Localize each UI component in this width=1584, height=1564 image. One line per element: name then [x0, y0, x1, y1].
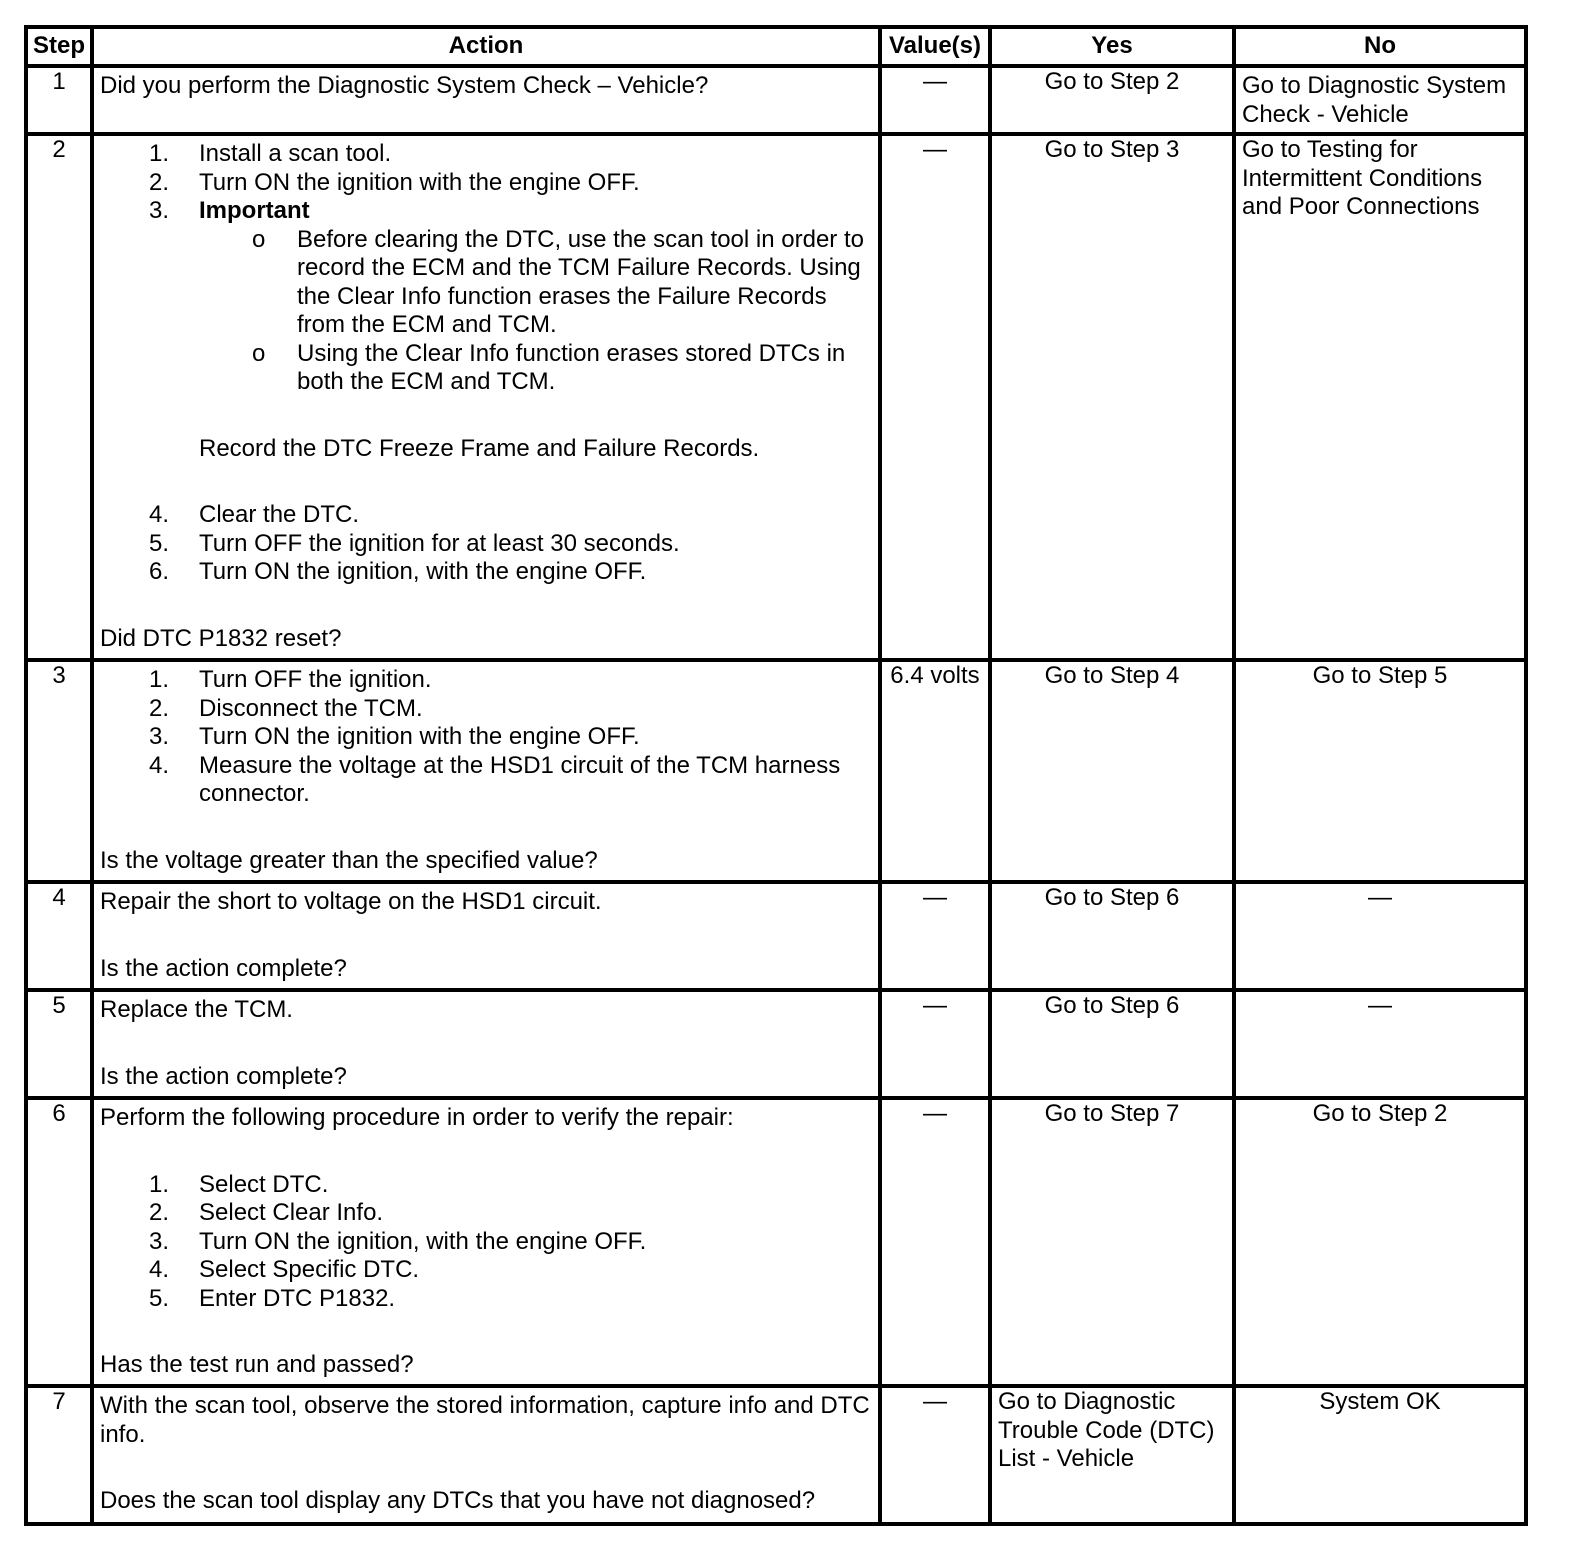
yes-text: Go to Step 3 [1044, 136, 1180, 163]
action-cell [92, 1098, 880, 1386]
table-row-step-3 [26, 660, 1526, 882]
step-number: 2 [26, 134, 92, 660]
no-text: Go to Diagnostic System Check - Vehicle [1242, 72, 1507, 128]
procedure-list [100, 140, 872, 226]
step-number: 6 [26, 1098, 92, 1386]
table-row-step-5 [26, 990, 1526, 1098]
step-number: 4 [26, 882, 92, 990]
no-cell [1234, 66, 1526, 134]
value-cell: 6.4 volts [880, 660, 990, 882]
list-item: 1. Install a scan tool. [149, 140, 392, 167]
list-item: 4. Select Specific DTC. [149, 1256, 420, 1283]
list-item: 4. Clear the DTC. [149, 501, 360, 528]
step-number: 7 [26, 1386, 92, 1524]
record-instruction: Record the DTC Freeze Frame and Failure Records. [199, 434, 760, 462]
no-text: Go to Step 5 [1312, 662, 1448, 689]
no-text: — [1368, 992, 1392, 1019]
yes-cell [990, 134, 1234, 660]
no-text: — [1368, 884, 1392, 911]
yes-text: Go to Step 7 [1044, 1100, 1180, 1127]
procedure-list [100, 666, 872, 809]
action-cell [92, 660, 880, 882]
action-text: With the scan tool, observe the stored information, capture info and DTC info. [100, 1392, 870, 1448]
action-text: Did you perform the Diagnostic System Check – Vehicle? [100, 72, 709, 99]
table-row-step-6 [26, 1098, 1526, 1386]
no-cell [1234, 882, 1526, 990]
list-item: o Before clearing the DTC, use the scan tool in order to record the ECM and the TCM Failure Records. Using the Clear Info function erases the Failure Records from the ECM and TCM. [252, 225, 864, 338]
yes-text: Go to Step 2 [1044, 68, 1180, 95]
action-cell [92, 990, 880, 1098]
no-cell [1234, 660, 1526, 882]
step-number: 3 [26, 660, 92, 882]
no-cell [1234, 990, 1526, 1098]
table-row-step-2 [26, 134, 1526, 660]
table-row-step-1 [26, 66, 1526, 134]
header-yes: Yes [990, 27, 1234, 66]
no-text: System OK [1319, 1388, 1441, 1415]
header-values: Value(s) [880, 27, 990, 66]
list-item: 5. Turn OFF the ignition for at least 30 seconds. [149, 529, 680, 557]
no-cell [1234, 134, 1526, 660]
value-cell: — [880, 1386, 990, 1524]
question-text: Is the voltage greater than the specified value? [100, 846, 598, 874]
yes-cell [990, 660, 1234, 882]
table-row-step-7 [26, 1386, 1526, 1524]
header-no: No [1234, 27, 1526, 66]
no-cell [1234, 1386, 1526, 1524]
list-item: 1. Turn OFF the ignition. [149, 666, 432, 693]
step-number: 5 [26, 990, 92, 1098]
header-row [26, 27, 1526, 66]
value-cell: — [880, 882, 990, 990]
no-cell [1234, 1098, 1526, 1386]
table-row-step-4 [26, 882, 1526, 990]
action-cell [92, 1386, 880, 1524]
action-text: Repair the short to voltage on the HSD1 circuit. [100, 888, 602, 915]
yes-cell [990, 882, 1234, 990]
list-item: 3. Turn ON the ignition with the engine OFF. [149, 723, 640, 750]
list-item: 3. Turn ON the ignition, with the engine OFF. [149, 1227, 647, 1255]
list-item: o Using the Clear Info function erases stored DTCs in both the ECM and TCM. [252, 339, 846, 395]
procedure-list [100, 1171, 872, 1314]
list-item: 2. Disconnect the TCM. [149, 694, 423, 722]
value-cell: — [880, 134, 990, 660]
value-cell: — [880, 990, 990, 1098]
yes-cell [990, 66, 1234, 134]
question-text: Is the action complete? [100, 954, 347, 982]
action-cell [92, 66, 880, 134]
action-cell [92, 134, 880, 660]
list-item: 5. Enter DTC P1832. [149, 1284, 396, 1312]
list-item: 3. Important [149, 197, 310, 224]
list-item: 2. Turn ON the ignition with the engine OFF. [149, 168, 640, 196]
header-action: Action [92, 27, 880, 66]
yes-text: Go to Step 6 [1044, 992, 1180, 1019]
question-text: Does the scan tool display any DTCs that you have not diagnosed? [100, 1487, 816, 1514]
step-number: 1 [26, 66, 92, 134]
yes-cell [990, 1098, 1234, 1386]
important-notes [199, 226, 872, 397]
diagnostic-table [24, 25, 1528, 1526]
list-item: 4. Measure the voltage at the HSD1 circuit of the TCM harness connector. [149, 751, 841, 807]
value-cell: — [880, 1098, 990, 1386]
question-text: Did DTC P1832 reset? [100, 624, 342, 652]
question-text: Has the test run and passed? [100, 1351, 414, 1378]
list-item: 1. Select DTC. [149, 1170, 329, 1198]
action-cell [92, 882, 880, 990]
yes-cell [990, 1386, 1234, 1524]
list-item: 6. Turn ON the ignition, with the engine OFF. [149, 558, 647, 585]
procedure-list-continued [100, 501, 872, 587]
no-text: Go to Step 2 [1312, 1100, 1448, 1127]
question-text: Is the action complete? [100, 1062, 347, 1090]
action-text: Replace the TCM. [100, 996, 293, 1023]
yes-text: Go to Diagnostic Trouble Code (DTC) List - Vehicle [998, 1388, 1215, 1472]
yes-text: Go to Step 6 [1044, 884, 1180, 911]
no-text: Go to Testing for Intermittent Conditions and Poor Connections [1242, 136, 1483, 220]
value-cell: — [880, 66, 990, 134]
yes-cell [990, 990, 1234, 1098]
header-step: Step [26, 27, 92, 66]
yes-text: Go to Step 4 [1044, 662, 1180, 689]
list-item: 2. Select Clear Info. [149, 1199, 384, 1226]
action-text: Perform the following procedure in order to verify the repair: [100, 1104, 734, 1131]
